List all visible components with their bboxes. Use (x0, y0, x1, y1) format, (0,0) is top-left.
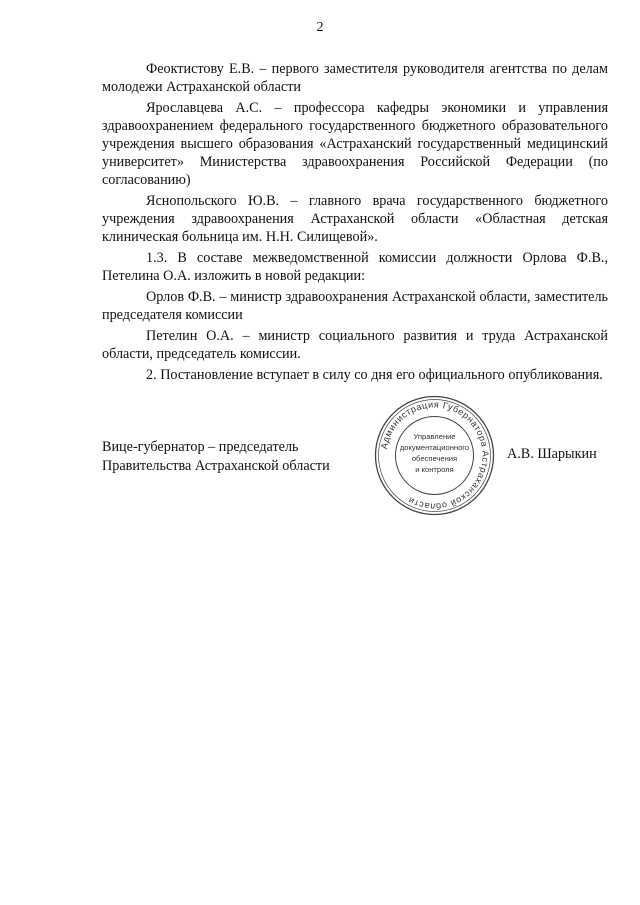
signatory-title (102, 438, 330, 476)
signature-block (102, 399, 608, 528)
signatory-name: А.В. Шарыкин (507, 446, 597, 462)
paragraph: Ярославцева А.С. – профессора кафедры экономики и управления здравоохранением федерального государственного бюджетного образовательного учреждения высшего образования «Астраханский государственный медицинский университет» Министерства здравоохранения Российской Федерации (по согласованию) (102, 100, 608, 188)
page-number: 2 (316, 20, 324, 35)
signatory-title-line: Правительства Астраханской области (102, 458, 330, 474)
stamp-center-line: обеспечения (411, 454, 458, 463)
document-body (102, 60, 608, 387)
paragraph: 1.3. В составе межведомственной комиссии должности Орлова Ф.В., Петелина О.А. изложить в новой редакции: (102, 250, 608, 284)
paragraph: Орлов Ф.В. – министр здравоохранения Астраханской области, заместитель председателя комиссии (102, 289, 608, 323)
paragraph: Феоктистову Е.В. – первого заместителя руководителя агентства по делам молодежи Астраханской области (102, 61, 608, 95)
stamp-ring-text: Администрация Губернатора Астраханской области (378, 399, 491, 512)
official-stamp (372, 393, 497, 518)
stamp-center-line: Управление (413, 432, 456, 441)
stamp-center-line: документационного (399, 443, 470, 452)
paragraph: Петелин О.А. – министр социального развития и труда Астраханской области, председатель комиссии. (102, 328, 608, 362)
signatory-title-line: Вице-губернатор – председатель (102, 439, 299, 455)
paragraph: 2. Постановление вступает в силу со дня его официального опубликования. (146, 367, 603, 383)
stamp-center-line: и контроля (415, 465, 454, 474)
paragraph: Яснопольского Ю.В. – главного врача государственного бюджетного учреждения здравоохранения Астраханской области «Областная детская клиническая больница им. Н.Н. Силищевой». (102, 193, 608, 245)
